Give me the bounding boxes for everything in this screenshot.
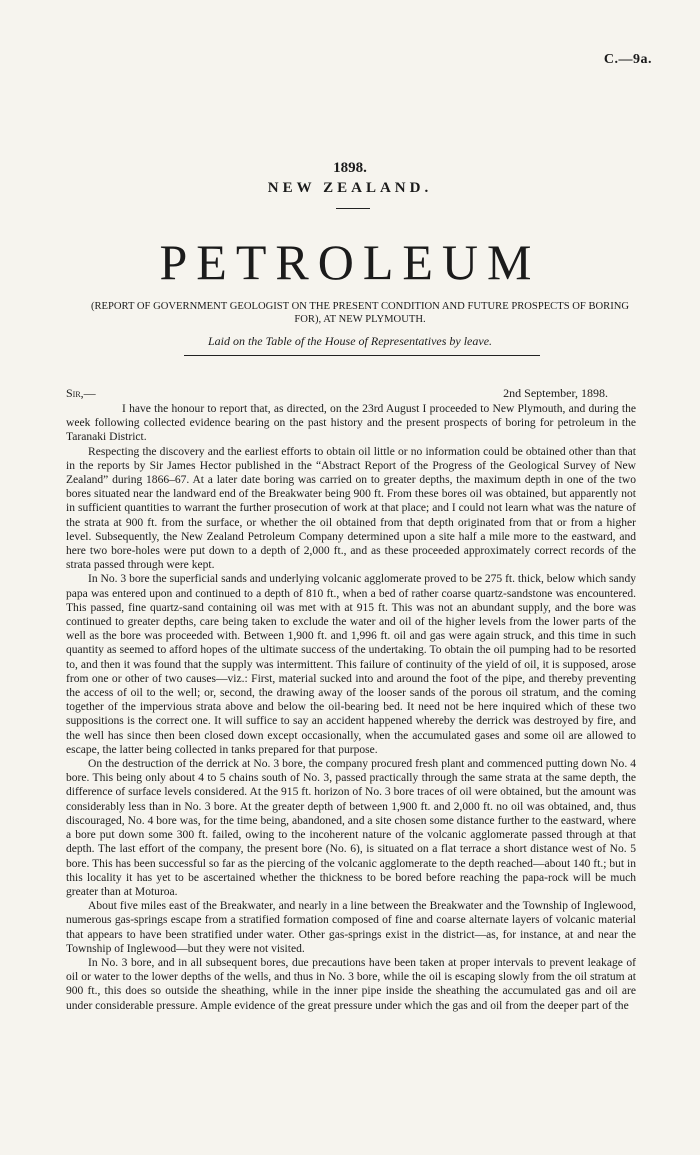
report-year: 1898. [333, 160, 367, 176]
country-heading: NEW ZEALAND. [267, 180, 433, 196]
paragraph: Respecting the discovery and the earliest efforts to obtain oil little or no information could be obtained other than that in the reports by Sir James Hector published in the “Abstract Report of the Progress of the Geological Survey of New Zealand” during 1866–67. At a later date boring was carried on to greater depths, the maximum depth in one of the two bores situated near the landward end of the Breakwater being 900 ft. From these bores oil was obtained, but apparently not in sufficient quantities to warrant the further prosecution of work at that place; and I could not learn what was the nature of the strata at 900 ft. from the surface, or whether the oil obtained from that depth originated from that or from a higher level. Subsequently, the New Zealand Petroleum Company determined upon a site half a mile more to the eastward, and here two bore-holes were put down to a depth of 2,000 ft., and as these proceeded approximately correct records of the strata passed through were kept. [66, 445, 636, 572]
document-subtitle: (REPORT OF GOVERNMENT GEOLOGIST ON THE PRESENT CONDITION AND FUTURE PROSPECTS OF BORING FOR), AT NEW PLYMOUTH. [90, 301, 630, 325]
paragraph: I have the honour to report that, as directed, on the 23rd August I proceeded to New Plymouth, and during the week following collected evidence bearing on the past history and the present prospects of boring for petroleum in the Taranaki District. [66, 403, 636, 444]
page-reference: C.—9a. [603, 52, 652, 67]
letter-body [66, 402, 636, 1013]
paragraph: About five miles east of the Breakwater, and nearly in a line between the Breakwater and the Township of Inglewood, numerous gas-springs escape from a stratified formation composed of fine and coarse alternate layers of volcanic material that appears to have been stratified under water. Other gas-springs exist in the district—as, for instance, at and near the Township of Inglewood—but they were not visited. [66, 900, 636, 955]
short-divider [336, 208, 370, 209]
salutation: Sir,— [66, 386, 96, 400]
laid-on-table-note: Laid on the Table of the House of Representatives by leave. [207, 334, 493, 348]
letter-date: 2nd September, 1898. [503, 386, 608, 400]
paragraph: On the destruction of the derrick at No. 3 bore, the company procured fresh plant and commenced putting down No. 4 bore. This being only about 4 to 5 chains south of No. 3, passed practically through the same strata at the same depth, the difference of surface levels considered. At the 915 ft. horizon of No. 3 bore traces of oil were obtained, but the amount was considerably less than in No. 3 bore. At the greater depth of between 1,900 ft. and 2,000 ft. no oil was obtained, and, thus discouraged, No. 4 bore was, for the time being, abandoned, and a site chosen some distance further to the eastward, where a bore put down some 300 ft. failed, owing to the incoherent nature of the volcanic agglomerate passed through at that depth. The last effort of the company, the present bore (No. 6), is situated on a flat terrace a short distance west of No. 5 bore. This has been successful so far as the piercing of the volcanic agglomerate to the depth reached—about 140 ft.; but in this locality it has yet to be ascertained whether the thickness to be bored before reaching the papa-rock will be much greater than at Moturoa. [66, 758, 636, 898]
document-title: PETROLEUM [159, 234, 541, 290]
long-divider [184, 355, 540, 356]
paragraph: In No. 3 bore the superficial sands and underlying volcanic agglomerate proved to be 275 ft. thick, below which sandy papa was entered upon and continued to a depth of 810 ft., when a bed of rather coarse quartz-sandstone was encountered. This passed, fine quartz-sand containing oil was met with at 915 ft. This was not an abundant supply, and the bore was continued to greater depths, care being taken to exclude the water and oil of the higher levels from the lower parts of the well as the bore was proceeded with. Between 1,900 ft. and 1,996 ft. oil and gas were again struck, and this time in such quantity as seemed to afford hopes of the ultimate success of the undertaking. To obtain the oil pumping had to be resorted to, and then it was found that the supply was intermittent. This failure of continuity of the yield of oil, it is supposed, arose from one or other of two causes—viz.: First, material sucked into and around the foot of the pipe, and thereby preventing the access of oil to the well; or, second, the drawing away of the looser sands of the porous oil stratum, and the coming together of the impervious strata above and below the oil-bearing bed. It need not be here inquired which of these two suppositions is the correct one. It will suffice to say an accident happened whereby the derrick was destroyed by fire, and the well has since then been closed down except occasionally, when the accumulated gases and some oil are allowed to escape, the latter being collected in tanks prepared for that purpose. [66, 573, 636, 756]
paragraph: In No. 3 bore, and in all subsequent bores, due precautions have been taken at proper intervals to prevent leakage of oil or water to the lower depths of the wells, and thus in No. 3 bore, while the oil is escaping slowly from the oil stratum at 900 ft., this does so outside the sheathing, while in the inner pipe inside the sheathing the accumulated gas and oil are under considerable pressure. Ample evidence of the great pressure under which the gas and oil from the deeper part of the [66, 956, 636, 1012]
